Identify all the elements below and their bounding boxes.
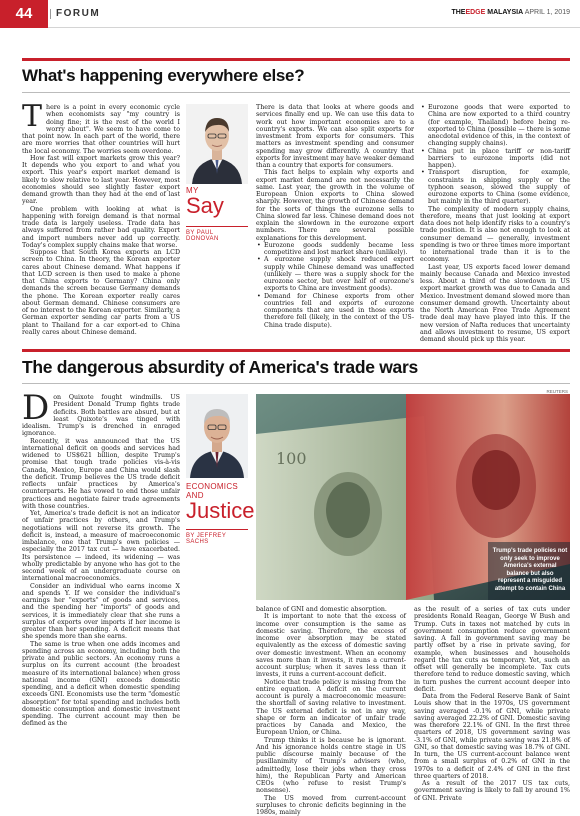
- column-tag-rule: [186, 529, 248, 530]
- article2-paragraph: It is important to note that the excess of income over consumption is the same as domestic saving. Therefore, the excess of income over absorption may be stated equivalently as the excess of domestic saving over domestic investment. When an economy saves more than it invests, it runs a current-account surplus; when it saves less than it invests, it runs a current-account deficit.: [256, 613, 406, 678]
- article2-paragraph: Consider an individual who earns income X and spends Y. If we consider the individual's earnings her "exports" of goods and services, and the spending her "imports" of goods and services, it is immediately clear that she runs a surplus of exports over imports if her income is greater than her spending. A deficit means that she spends more than she earns.: [22, 583, 180, 641]
- author-byline: BY PAUL DONOVAN: [186, 230, 248, 242]
- article1-paragraph: The complexity of modern supply chains, therefore, means that just looking at export data does not help identify risks to a country's trade position. It is also not enough to look at consumer demand — generally, investment spending is two or three times more important to international trade than it is to the economy.: [420, 206, 570, 264]
- column-name: Say: [186, 195, 248, 216]
- article1-paragraph: here is a point in every economic cycle when economists say "my country is doing fine; it is the rest of the world I worry about". We seem to have come to that point now. In each part of the world, there are more worries that other countries will hurt the local economy. The worries seem overdone.: [22, 104, 180, 155]
- article2-paragraph: Recently, it was announced that the US international deficit on goods and services had widened to US$621 billion, despite Trump's promise that tough trade policies vis-à-vis Canada, Mexico, Europe and China would slash the deficit. Trump believes the US trade deficit reflects unfair practices by America's counterparts. He has vowed to end those unfair practices and negotiate fairer trade agreements with those countries.: [22, 438, 180, 511]
- article2-rule: [22, 349, 570, 352]
- article2-paragraph: The same is true when one adds incomes and spending across an economy, including both the private and public sectors. An economy runs a surplus on its current account (the broadest measure of its international balance) when gross national income (GNI) exceeds domestic spending, and a deficit when domestic spending exceeds GNI. Economists use the term "domestic absorption" for total spending and includes both domestic consumption and domestic investment spending. The current account may then be defined as the: [22, 641, 180, 728]
- article1-paragraph: Last year, US exports faced lower demand mainly because Canada and Mexico invested less. About a third of the slowdown in US export market growth was due to Canada and Mexico. Investment demand slowed more than consumer demand growth. Uncertainty about the North American Free Trade Agreement trade deal may have played into this. If the new version of Nafta reduces that uncertainty and allows investment to resume, US export demand should pick up this year.: [420, 264, 570, 344]
- list-item: • A eurozone supply shock reduced export supply while Chinese demand was unaffected (unlikely — there was a supply shock for the eurozone sector, but over half of eurozone's exports to China are investment goods).: [256, 256, 414, 292]
- masthead-date: APRIL 1, 2019: [525, 9, 570, 16]
- article1-bullet-list: [256, 242, 414, 329]
- page-number: 44: [0, 0, 48, 28]
- masthead-brand-malaysia: MALAYSIA: [487, 9, 523, 16]
- list-item: • Eurozone goods that were exported to China are now exported to a third country (for example, Thailand) before being re-exported to China (possible — there is some anecdotal evidence of this, in the context of changing supply chains).: [420, 104, 570, 148]
- portrait-icon: [186, 394, 248, 478]
- column-label: AND: [186, 491, 248, 500]
- article1-paragraph: One problem with looking at what is happening with foreign demand is that normal trade data is largely useless. Trade data has always suffered from rather bad quality. Export and import numbers never add up correctly. Today's complex supply chains make that worse.: [22, 206, 180, 250]
- list-item: • Eurozone goods suddenly became less competitive and lost market share (unlikely).: [256, 242, 414, 257]
- article1-headline: What's happening everywhere else?: [22, 66, 304, 86]
- author-portrait-sachs: [186, 394, 248, 478]
- masthead-brand-the: THE: [451, 9, 465, 16]
- column-label: MY: [186, 186, 248, 195]
- article1-paragraph: There is data that looks at where goods and services finally end up. We can use this data to work out how important economies are to a country's exports. We can also split exports for investment from exports for consumers. This matters as investment spending and consumer spending may grow differently. A country that exports for investment may have weaker demand than a country that exports for consumers.: [256, 104, 414, 169]
- column-name: Justice: [186, 500, 248, 521]
- article2-headline-rule: [22, 383, 570, 384]
- photo-caption: Trump's trade policies not only seek to improve America's external balance but also represent a misguided attempt to contain China: [492, 548, 568, 593]
- photo-credit: REUTERS: [546, 389, 568, 394]
- list-item: • Transport disruption, for example, constraints in shipping supply or the typhoon season, slowed the supply of eurozone exports to China (some evidence, but mainly in the third quarter).: [420, 169, 570, 205]
- article1-column-3: [420, 104, 570, 344]
- article1-headline-rule: [22, 92, 570, 93]
- article2-headline: The dangerous absurdity of America's trade wars: [22, 357, 418, 378]
- section-name: FORUM: [56, 8, 100, 19]
- article2-dropcap: D: [22, 394, 53, 422]
- portrait-icon: [186, 104, 248, 184]
- article1-column-1: [22, 104, 180, 344]
- article2-column-2: [256, 606, 406, 806]
- article2-column-1: [22, 394, 180, 806]
- masthead-brand-edge: EDGE: [465, 9, 485, 16]
- article2-column-tag: [186, 482, 248, 545]
- column-label: ECONOMICS: [186, 482, 248, 491]
- list-item: • China put in place tariff or non-tariff barriers to eurozone imports (did not happen).: [420, 148, 570, 170]
- article2-paragraph: as the result of a series of tax cuts under presidents Ronald Reagan, George W Bush and Trump. Cuts in taxes not matched by cuts in government consumption reduce government saving. A fall in government saving may be partly offset by a rise in private saving, for example, when businesses and households regard the tax cuts as temporary. Yet, such an offset will generally be incomplete. Tax cuts therefore tend to reduce domestic saving, which in turn pushes the current account deeper into deficit.: [414, 606, 570, 693]
- article2-paragraph: The US moved from current-account surpluses to chronic deficits beginning in the 1980s, mainly: [256, 795, 406, 816]
- article1-column-2: [256, 104, 414, 344]
- article2-column-3: [414, 606, 570, 806]
- article2-paragraph: As a result of the 2017 US tax cuts, government saving is likely to fall by around 1% of GNI. Private: [414, 780, 570, 802]
- article1-paragraph: How fast will export markets grow this year? It depends who you export to and what you export. This year's export market demand is likely to slow relative to last year. However, most economies should see slightly faster export demand growth than they had at the end of last year.: [22, 155, 180, 206]
- article2-paragraph: Yet, America's trade deficit is not an indicator of unfair practices by others, and Trump's negotiations will not reverse its growth. The deficit is, instead, a measure of macroeconomic imbalance, one that Trump's own policies — especially the 2017 tax cut — have exacerbated. Its persistence — indeed, its widening — was wholly predictable by anyone who has got to the second week of an undergraduate course on international macroeconomics.: [22, 510, 180, 583]
- list-item: • Demand for Chinese exports from other countries fell and exports of eurozone components that are used in those exports therefore fell (likely, in the context of the US-China trade dispute).: [256, 293, 414, 329]
- author-byline: BY JEFFREY SACHS: [186, 533, 248, 545]
- article1-column-tag: [186, 186, 248, 242]
- article2-paragraph: Trump thinks it is because he is ignorant. And his ignorance holds centre stage in US public discourse mainly because of the pusillanimity of Trump's advisers (who, admittedly, lose their jobs when they cross him), the Republican Party and American CEOs (who refuse to resist Trump's nonsense).: [256, 737, 406, 795]
- article2-paragraph: balance of GNI and domestic absorption.: [256, 606, 406, 613]
- svg-text:100: 100: [276, 449, 307, 468]
- article1-paragraph: Suppose that South Korea exports an LCD screen to China. In theory, the Korean exporter cares about Chinese demand. What happens if that LCD screen is then used to make a phone that China exports to Germany? China only demands the screen because Germany demands the phone. The Korean exporter really cares about German demand. Chinese consumers are of no interest to the Korean exporter. Similarly, a German exporter sending car parts from a US plant to Thailand for a car export-ed to China really cares about Chinese demand.: [22, 249, 180, 336]
- column-tag-rule: [186, 226, 248, 227]
- article1-dropcap: T: [22, 104, 46, 129]
- article1-paragraph: This fact helps to explain why exports and export market demand are not necessarily the same. Last year, the growth in the volume of European Union exports to China slowed sharply. However, the growth of Chinese demand for the sorts of things the eurozone sells to China slowed far less. Chinese demand does not explain the slowdown in the eurozone export numbers. There are several possible explanations for this development.: [256, 169, 414, 242]
- article2-paragraph: Data from the Federal Reserve Bank of Saint Louis show that in the 1970s, US government saving averaged -0.1% of GNI, while private saving averaged 22.2% of GNI. Domestic saving was therefore 22.1% of GNI. In the first three quarters of 2018, US government saving was -3.1% of GNI, while private saving was 21.8% of GNI, so that domestic saving was 18.7% of GNI. In turn, the US current-account balance went from a small surplus of 0.2% of GNI in the 1970s to a deficit of 2.4% of GNI in the first three quarters of 2018.: [414, 693, 570, 780]
- masthead: [451, 9, 570, 16]
- article2-paragraph: on Quixote fought windmills. US President Donald Trump fights trade deficits. Both battles are absurd, but at least Quixote's was tinged with idealism. Trump's is drenched in enraged ignorance.: [22, 394, 180, 438]
- article2-paragraph: Notice that trade policy is missing from the entire equation. A deficit on the current account is purely a macroeconomic measure: the shortfall of saving relative to investment. The US external deficit is not in any way, shape or form an indicator of unfair trade practices by Canada and Mexico, the European Union, or China.: [256, 679, 406, 737]
- page-header: [0, 0, 580, 28]
- author-portrait-donovan: [186, 104, 248, 184]
- article1-bullet-list: [420, 104, 570, 206]
- currency-photo: [256, 394, 570, 600]
- article1-rule: [22, 58, 570, 61]
